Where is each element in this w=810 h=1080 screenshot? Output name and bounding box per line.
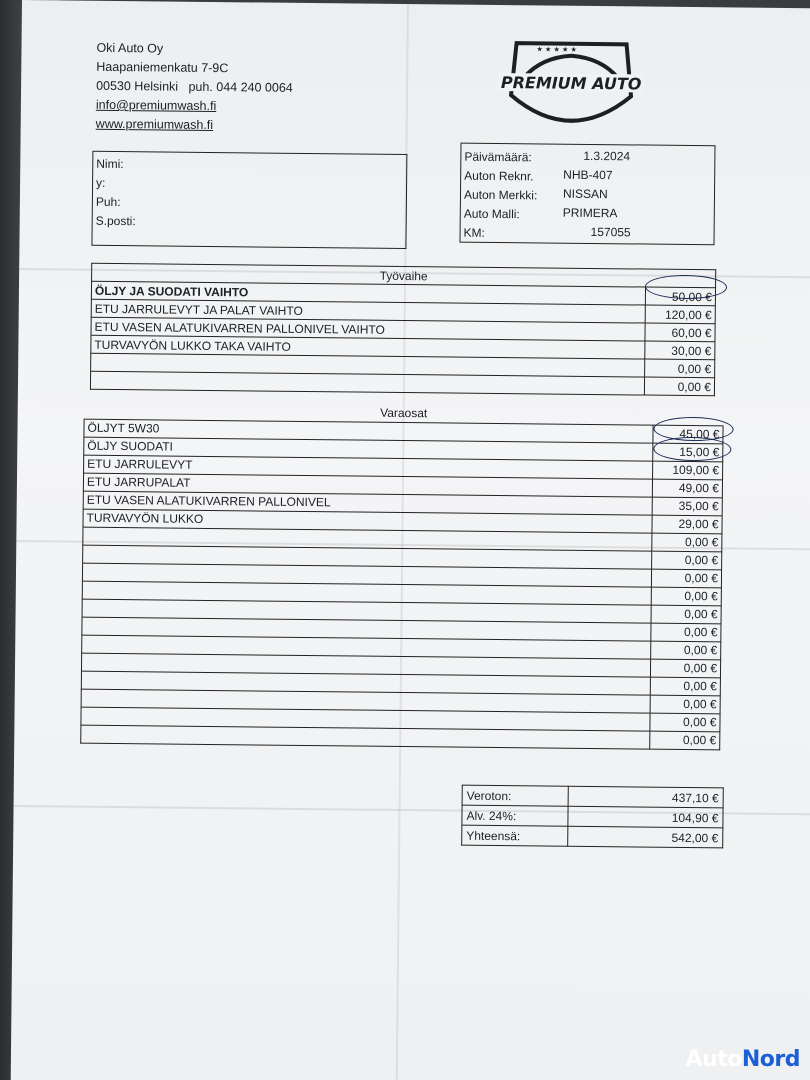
part-amount: 0,00 € [650,677,720,696]
part-amount: 0,00 € [651,587,721,606]
make-value: NISSAN [562,186,608,202]
customer-phone-label: Puh: [95,194,121,210]
invoice-sheet [11,0,810,1080]
part-amount: 0,00 € [650,695,720,714]
total-value: 542,00 € [568,826,723,848]
part-desc: ETU JARRULEVYT [84,455,653,479]
vehicle-labels [463,148,537,244]
parts-table [80,401,724,750]
logo-text: PREMIUM AUTO [500,73,642,94]
company-email: info@premiumwash.fi [95,97,217,114]
vehicle-values [562,147,631,243]
total-label: Yhteensä: [462,825,568,846]
labor-desc: ÖLJY JA SUODATI VAIHTO [91,281,645,305]
km-label: KM: [463,225,486,240]
part-amount: 0,00 € [652,551,722,570]
company-phone: puh. 044 240 0064 [188,79,293,95]
part-amount: 109,00 € [653,461,723,480]
part-amount: 0,00 € [651,623,721,642]
part-amount: 45,00 € [653,425,723,444]
labor-desc: ETU VASEN ALATUKIVARREN PALLONIVEL VAIHTO [91,317,645,341]
part-amount: 0,00 € [650,731,720,750]
part-desc: ÖLJYT 5W30 [84,419,653,443]
vat-label: Alv. 24%: [462,805,568,826]
labor-amount: 120,00 € [645,305,715,324]
part-amount: 0,00 € [652,533,722,552]
part-amount: 0,00 € [651,569,721,588]
company-city: 00530 Helsinki [96,78,179,94]
table-row [462,825,723,848]
labor-header: Työvaihe [92,263,716,288]
part-desc: ÖLJY SUODATI [84,437,653,461]
labor-desc: TURVAVYÖN LUKKO TAKA VAIHTO [91,335,645,359]
labor-table [90,263,716,397]
parts-header: Varaosat [84,401,723,426]
customer-email-label: S.posti: [95,213,136,229]
reg-label: Auton Reknr. [464,168,534,184]
company-address [96,39,294,136]
labor-desc: ETU JARRULEVYT JA PALAT VAIHTO [91,299,645,323]
part-amount: 0,00 € [651,605,721,624]
part-amount: 35,00 € [652,497,722,516]
part-amount: 15,00 € [653,443,723,462]
customer-name-label: Nimi: [96,156,124,172]
labor-amount: 50,00 € [645,287,715,306]
watermark-part1: Auto [685,1047,742,1072]
table-row [462,785,723,808]
model-label: Auto Malli: [463,206,520,222]
company-name: Oki Auto Oy [96,40,164,56]
labor-amount: 60,00 € [645,323,715,342]
table-row [462,805,723,828]
part-amount: 0,00 € [650,659,720,678]
svg-text:★ ★ ★ ★ ★: ★ ★ ★ ★ ★ [536,45,577,54]
watermark-part2: Nord [741,1047,800,1072]
vehicle-box [459,143,715,246]
date-value: 1.3.2024 [583,148,631,164]
labor-amount: 0,00 € [644,377,714,396]
make-label: Auton Merkki: [463,187,538,203]
part-desc: ETU JARRUPALAT [83,473,652,497]
company-street: Haapaniemenkatu 7-9C [96,59,229,76]
company-city-phone [96,77,293,98]
labor-amount: 30,00 € [645,341,715,360]
labor-amount: 0,00 € [645,359,715,378]
reg-value: NHB-407 [563,167,613,183]
customer-labels [96,155,137,231]
part-amount: 49,00 € [652,479,722,498]
date-label: Päivämäärä: [464,149,532,165]
shield-car-logo-icon [496,35,647,142]
autonord-watermark [686,1047,800,1072]
company-web: www.premiumwash.fi [95,116,214,133]
customer-box [91,151,407,249]
part-amount: 0,00 € [650,713,720,732]
part-desc: ETU VASEN ALATUKIVARREN PALLONIVEL [83,491,652,515]
km-value: 157055 [590,224,631,240]
customer-y-label: y: [96,175,106,190]
model-value: PRIMERA [562,205,618,221]
vat-value: 104,90 € [568,806,723,828]
totals-table [461,785,724,849]
part-desc: TURVAVYÖN LUKKO [83,509,652,533]
part-amount: 29,00 € [652,515,722,534]
subtotal-value: 437,10 € [568,786,723,808]
part-amount: 0,00 € [651,641,721,660]
subtotal-label: Veroton: [462,785,568,806]
